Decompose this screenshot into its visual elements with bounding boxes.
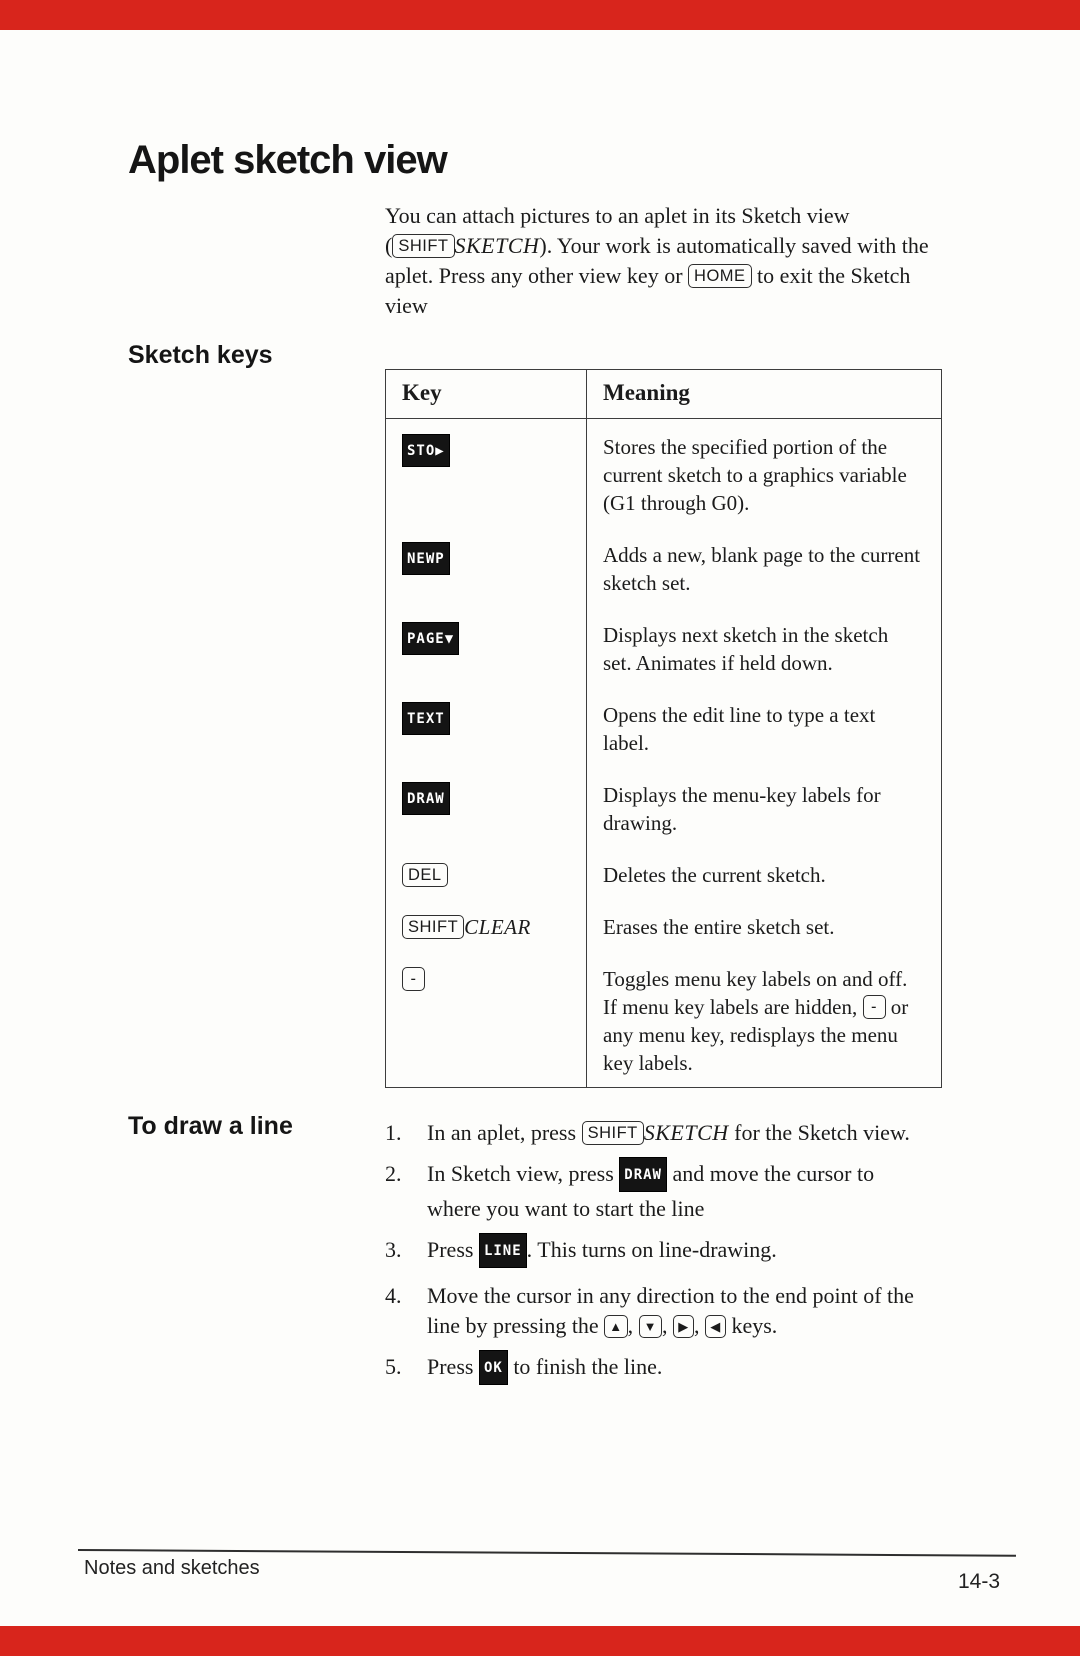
key-box-home: HOME — [688, 264, 752, 288]
table-row — [386, 951, 942, 1088]
table-row — [386, 687, 942, 767]
list-item — [385, 1352, 970, 1387]
text-run: set. Animates if held down. — [603, 651, 833, 675]
step-text — [427, 1235, 777, 1270]
arrow-key-icon: ▼ — [639, 1315, 662, 1338]
footer-page-number: 14-3 — [957, 1570, 1000, 1593]
text-run: , — [661, 1313, 673, 1338]
table-row — [386, 767, 942, 847]
step-text — [427, 1159, 874, 1224]
arrow-key-icon: ◀ — [705, 1315, 726, 1338]
text-run: to exit the Sketch — [751, 263, 911, 288]
section-heading-to-draw-a-line: To draw a line — [128, 1112, 293, 1140]
text-run: Move the cursor in any direction to the end point of the — [427, 1283, 914, 1308]
menu-key-label: LINE — [479, 1233, 527, 1268]
text-run: Press — [427, 1237, 479, 1262]
text-run: Adds a new, blank page to the current — [603, 543, 921, 567]
key-box-shift: SHIFT — [392, 234, 454, 258]
text-run: Stores the specified portion of the — [603, 435, 888, 459]
list-item — [385, 1281, 970, 1341]
table-header-row — [386, 370, 942, 419]
section-heading-sketch-keys: Sketch keys — [128, 341, 273, 369]
step-number: 5. — [385, 1354, 402, 1379]
footer-rule — [78, 1549, 1016, 1557]
meaning-cell — [587, 607, 942, 687]
table-row — [386, 419, 942, 528]
menu-key-label: OK — [479, 1350, 508, 1385]
sketch-keys-section — [128, 341, 988, 1088]
meaning-cell — [587, 951, 942, 1088]
step-text — [427, 1118, 910, 1148]
menu-key-label: TEXT — [402, 702, 450, 735]
menu-key-label: PAGE▼ — [402, 622, 459, 655]
text-run: label. — [603, 731, 650, 755]
step-number: 1. — [385, 1120, 402, 1145]
footer-section-title: Notes and sketches — [84, 1557, 260, 1579]
key-box-del: DEL — [402, 863, 448, 887]
page-title: Aplet sketch view — [128, 138, 447, 182]
text-run: to finish the line. — [507, 1354, 663, 1379]
text-run: view — [385, 293, 428, 318]
text-run: If menu key labels are hidden, — [603, 995, 863, 1019]
meaning-cell — [587, 899, 942, 951]
step-number: 4. — [385, 1283, 402, 1308]
key-cell — [386, 767, 587, 847]
text-run: Toggles menu key labels on and off. — [603, 967, 908, 991]
text-run: Deletes the current sketch. — [603, 863, 826, 887]
text-run: keys. — [725, 1313, 778, 1338]
meaning-cell — [587, 687, 942, 767]
text-run: and move the cursor to — [666, 1161, 875, 1186]
shifted-key-name: SKETCH — [454, 233, 540, 258]
text-run: or — [885, 995, 909, 1019]
shifted-key-name: CLEAR — [464, 915, 531, 939]
key-box-shift: SHIFT — [582, 1121, 644, 1145]
text-run: line by pressing the — [427, 1313, 605, 1338]
text-run: . This turns on line-drawing. — [526, 1237, 777, 1262]
menu-key-label: DRAW — [619, 1157, 667, 1192]
key-cell — [386, 527, 587, 607]
meaning-cell — [587, 419, 942, 528]
list-item — [385, 1235, 970, 1270]
page-content — [128, 138, 988, 1398]
text-run: In an aplet, press — [427, 1120, 582, 1145]
arrow-key-icon: ▶ — [673, 1315, 694, 1338]
column-header-meaning: Meaning — [587, 370, 942, 419]
table-row — [386, 899, 942, 951]
text-run: any menu key, redisplays the menu — [603, 1023, 898, 1047]
text-run: , — [627, 1313, 639, 1338]
text-run: ). Your work is automatically saved with the — [539, 233, 929, 258]
text-run: Displays the menu-key labels for — [603, 783, 881, 807]
table-row — [386, 847, 942, 899]
step-text — [427, 1281, 914, 1341]
meaning-cell — [587, 527, 942, 607]
table-row — [386, 607, 942, 687]
text-run: sketch set. — [603, 571, 691, 595]
intro-paragraph — [385, 201, 1010, 321]
sketch-keys-table — [385, 369, 942, 1088]
column-header-key: Key — [386, 370, 587, 419]
menu-key-label: DRAW — [402, 782, 450, 815]
meaning-cell — [587, 847, 942, 899]
key-cell — [386, 687, 587, 767]
step-text — [427, 1352, 662, 1387]
list-item — [385, 1159, 970, 1224]
key-cell — [386, 847, 587, 899]
table-row — [386, 527, 942, 607]
text-run: (G1 through G0). — [603, 491, 750, 515]
menu-key-label: STO▶ — [402, 434, 450, 467]
key-box--: - — [863, 995, 886, 1019]
text-run: , — [693, 1313, 705, 1338]
top-red-edge — [0, 0, 1080, 30]
text-run: You can attach pictures to an aplet in its Sketch view — [385, 203, 850, 228]
key-cell — [386, 607, 587, 687]
text-run: current sketch to a graphics variable — [603, 463, 907, 487]
menu-key-label: NEWP — [402, 542, 450, 575]
text-run: aplet. Press any other view key or — [385, 263, 689, 288]
step-number: 2. — [385, 1161, 402, 1186]
text-run: In Sketch view, press — [427, 1161, 620, 1186]
text-run: ( — [385, 233, 393, 258]
text-run: drawing. — [603, 811, 678, 835]
key-cell — [386, 899, 587, 951]
draw-line-section — [128, 1112, 988, 1398]
text-run: for the Sketch view. — [728, 1120, 910, 1145]
text-run: Erases the entire sketch set. — [603, 915, 835, 939]
key-cell — [386, 419, 587, 528]
shifted-key-name: SKETCH — [643, 1120, 729, 1145]
text-run: Press — [427, 1354, 479, 1379]
meaning-cell — [587, 767, 942, 847]
step-number: 3. — [385, 1237, 402, 1262]
list-item — [385, 1118, 970, 1148]
draw-line-steps — [385, 1118, 970, 1398]
text-run: Opens the edit line to type a text — [603, 703, 876, 727]
text-run: where you want to start the line — [427, 1196, 705, 1221]
sketch-keys-table-body — [386, 419, 942, 1088]
key-box-shift: SHIFT — [402, 915, 464, 939]
key-box--: - — [402, 967, 425, 991]
text-run: key labels. — [603, 1051, 693, 1075]
arrow-key-icon: ▲ — [604, 1315, 627, 1338]
text-run: Displays next sketch in the sketch — [603, 623, 889, 647]
bottom-red-edge — [0, 1626, 1080, 1656]
key-cell — [386, 951, 587, 1088]
